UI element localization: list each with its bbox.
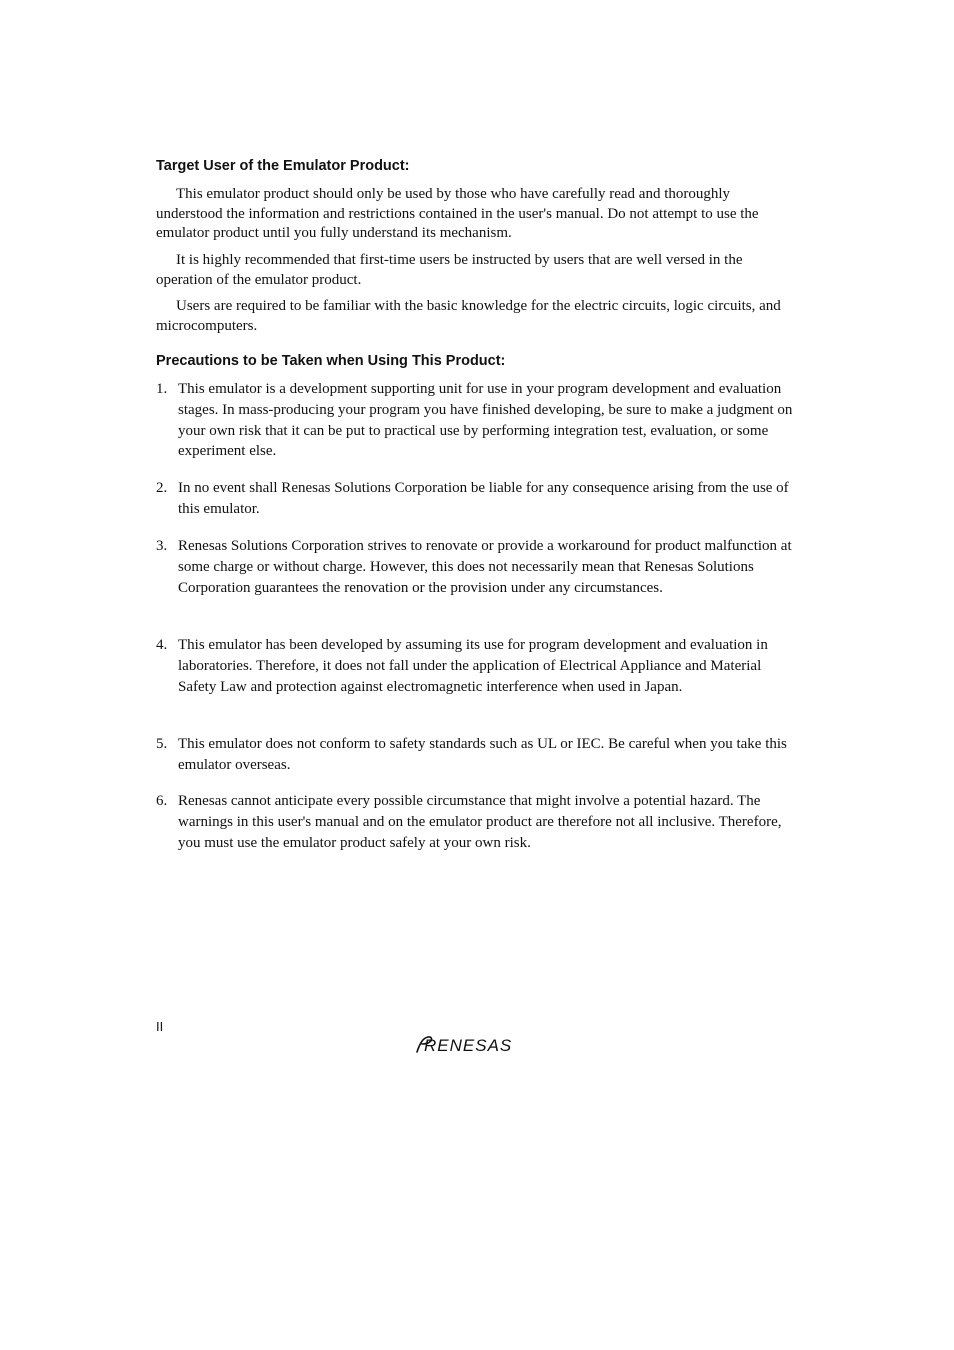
item-number: 1. [156, 381, 168, 397]
target-user-paragraph-3: Users are required to be familiar with the basic knowledge for the electric circuits, logic circuits, and microcomputers. [156, 298, 781, 334]
item-text: This emulator is a development supporting unit for use in your program development and evaluation stages. In mass-producing your program you have finished developing, be sure to make a judgment on your own risk that it can be put to practical use by performing integration test, evaluation, or some experiment else. [178, 381, 793, 460]
target-user-heading: Target User of the Emulator Product: [156, 158, 410, 174]
precautions-heading: Precautions to be Taken when Using This Product: [156, 353, 506, 369]
item-text: This emulator has been developed by assuming its use for program development and evaluation in laboratories. Therefore, it does not fall under the application of Electrical Appliance and Material Safety Law and protection against electromagnetic interference when used in Japan. [178, 637, 768, 695]
item-number: 2. [156, 480, 168, 496]
target-user-paragraph-1: This emulator product should only be used by those who have carefully read and thoroughly understood the information and restrictions contained in the user's manual. Do not attempt to use the emulator product until you fully understand its mechanism. [156, 186, 759, 241]
precaution-item [156, 478, 796, 520]
precaution-item [156, 791, 796, 853]
item-text: Renesas cannot anticipate every possible circumstance that might involve a potential hazard. The warnings in this user's manual and on the emulator product are therefore not all inclusive. Therefore, you must use the emulator product safely at your own risk. [178, 793, 782, 851]
precaution-item [156, 734, 796, 776]
precaution-item [156, 635, 796, 697]
item-number: 3. [156, 538, 168, 554]
item-text: In no event shall Renesas Solutions Corporation be liable for any consequence arising from the use of this emulator. [178, 480, 789, 517]
page-number: II [156, 1019, 164, 1034]
item-text: This emulator does not conform to safety standards such as UL or IEC. Be careful when you take this emulator overseas. [178, 736, 787, 773]
logo-text: RENESAS [424, 1036, 513, 1055]
precaution-item [156, 379, 796, 462]
item-number: 5. [156, 736, 168, 752]
target-user-paragraph-2: It is highly recommended that first-time users be instructed by users that are well versed in the operation of the emulator product. [156, 252, 743, 288]
item-number: 4. [156, 637, 168, 653]
item-number: 6. [156, 793, 168, 809]
precaution-item [156, 536, 796, 598]
renesas-logo [414, 1033, 534, 1055]
item-text: Renesas Solutions Corporation strives to renovate or provide a workaround for product malfunction at some charge or without charge. However, this does not necessarily mean that Renesas Solutions Corporation guarantees the renovation or the provision under any circumstances. [178, 538, 792, 596]
